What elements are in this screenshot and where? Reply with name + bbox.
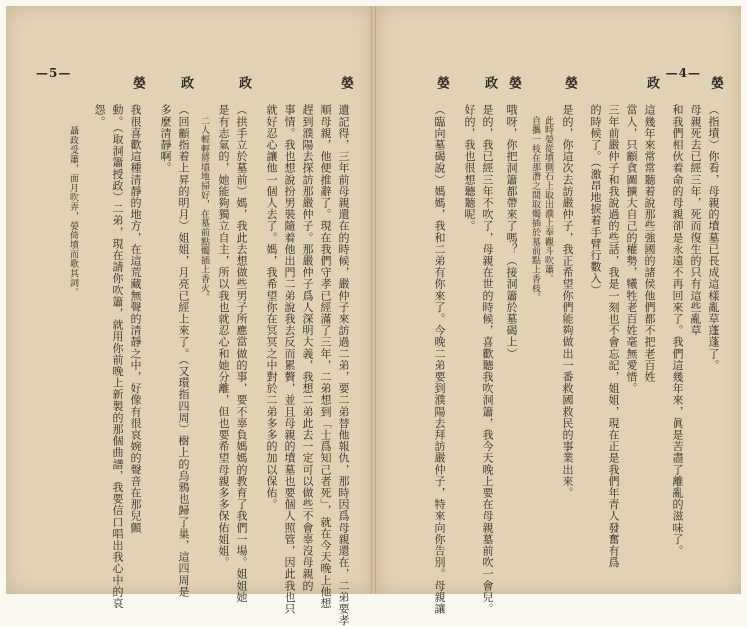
text-line: （拱手立於墓前）媽，我此去想做些男子所應當做的事，要不辜負媽媽的教育了我們一場。姐姐她 xyxy=(235,104,248,603)
stage-direction: 自攜一枝在那潛之間取燭插於墓前點上香枝。 xyxy=(530,116,540,302)
text-line: 是有志氣的，她能夠獨立自主，所以我也就忍心和她分離，但也要希望母親多多保佑姐姐。 xyxy=(217,104,230,568)
stage-direction: 此時嫈從墳側石上取出濮上奉觀斗吹簫。 xyxy=(543,116,553,284)
text-line: 母親死去已經三年，死而復生的只有這些亂草 xyxy=(689,104,702,336)
text-line: 怨。 xyxy=(93,104,106,128)
text-line: 的時候了。（激昂地捩着手臂行數入） xyxy=(589,104,602,296)
text-line: 當人，只顧貪圖擴大自己的權勢，犧牲老百姓毫無愛惜。 xyxy=(625,104,638,394)
speaker-label: 政 xyxy=(482,76,497,99)
speaker-label: 嫈 xyxy=(708,76,723,99)
text-line: 多麼清靜啊。 xyxy=(159,104,172,174)
text-line: 遺記得，三年前母親還在的時候，嚴仲子來訪過二弟，要二弟替他報仇，那時因爲母親還在，二弟要孝 xyxy=(337,104,350,626)
speaker-label: 嫈 xyxy=(434,76,449,99)
book-spread xyxy=(6,6,741,626)
page-number-right: —4— xyxy=(665,66,701,80)
text-line: （指墳）你看，母親的墳墓已長成這樣亂草蓬蓬了。 xyxy=(707,104,720,371)
speaker-label: 嫈 xyxy=(506,76,521,99)
text-line: 是的，我已經三年不吹了，母親在世的時候，喜歡聽我吹洞簫，我今天晚上要在母親墓前吹一會兒。 xyxy=(481,104,494,615)
speaker-label: 嫈 xyxy=(562,76,577,99)
page-left xyxy=(6,6,371,626)
text-line: 趕到濮陽去探訪那嚴仲子。那嚴仲子爲人深明大義，我想二弟此去一定可以做些不會辜沒母親的 xyxy=(301,104,314,592)
text-line: 事情。我也想說扮男裝隨着他出門二弟說我去反而累贅，並且母親的墳墓也要個人照管，因此我也只 xyxy=(283,104,296,615)
stage-direction: 二人輕輕將墳地掃好，在墓前點燭插上香火。 xyxy=(199,116,209,302)
page-right xyxy=(376,6,741,615)
page-number-left: —5— xyxy=(36,66,72,80)
text-line: 哦呀，你把洞簫都帶來了嗎？（接洞簫於墓碣上） xyxy=(505,104,518,360)
speaker-label: 政 xyxy=(644,76,659,99)
text-line: 和我們相伙着命的母親卻是永遠不再回來了。我們這幾年來，眞是苦盡了離亂的滋味了。 xyxy=(671,104,684,557)
text-line: 是的，你這次去訪嚴仲子，我正希望你們能夠做出一番救國救民的事業出來。 xyxy=(561,104,574,499)
text-line: （回顧指着上昇的明月）姐姐，月亮已經上來了。（又環指四周）樹上的烏鴉也歸了巢，這四周是 xyxy=(177,104,190,598)
stage-direction: 聶政受簫，面月吹弄，嫈倚墳而歌其詞。 xyxy=(68,126,78,297)
speaker-label: 嫈 xyxy=(338,76,353,99)
text-line: 我很喜歡這種清靜的地方，在這荒藏無聲的清靜之中，好像有很哀婉的聲音在那兒顫 xyxy=(129,104,142,534)
text-line: 動。（取洞簫授政）二弟，現在請你吹簫，就用你前晚上新製的那個曲譜，我要信口唱出我心中的哀 xyxy=(111,104,124,609)
text-line: （臨向墓碣說）媽媽，我和二弟有你來了。今晚二弟要到濮陽去拜訪嚴仲子，特來向你告別。母親讓 xyxy=(433,104,446,615)
text-line: 這幾年來常常聽着說那些強國的諸侯他們都不把老百姓 xyxy=(643,104,656,383)
speaker-label: 政 xyxy=(178,76,193,99)
text-line: 三年前嚴仲子和我說過的些話，我是一刻也不會忘記，姐姐，現在正是我們年青人發奮有爲 xyxy=(607,104,620,568)
speaker-label: 政 xyxy=(236,76,251,99)
speaker-label: 嫈 xyxy=(130,76,145,99)
text-line: 就好忍心讓他一個人去了。媽，我希望你在冥冥之中對於二弟多多的加以保佑。 xyxy=(265,104,278,510)
text-line: 順母親，他便推辭了。現在我們守孝已經滿了三年，二弟想到「士爲知己者死」，就在今天晚上他想 xyxy=(319,104,332,609)
text-line: 好的，我也很想聽聽呢。 xyxy=(463,104,476,232)
